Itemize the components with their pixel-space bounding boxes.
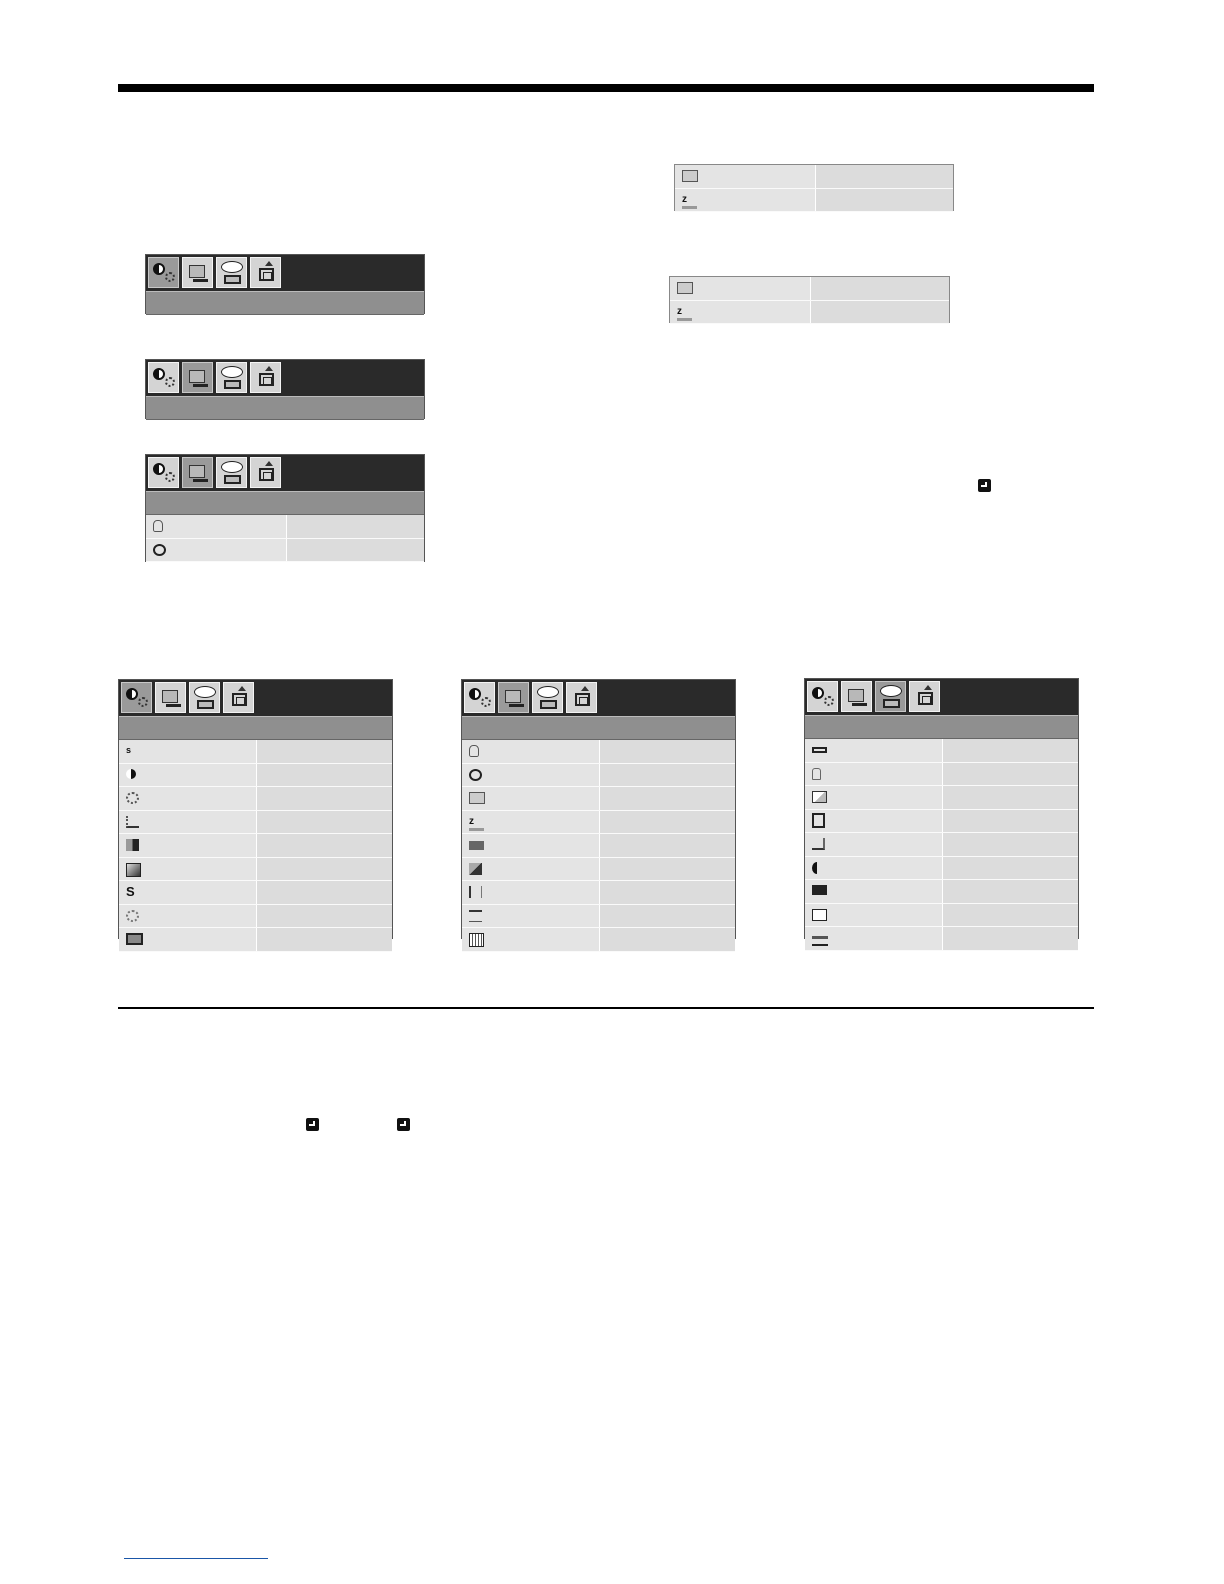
menu-row[interactable] [805, 810, 1078, 834]
inner-screen-icon [263, 377, 272, 385]
menu-row[interactable] [119, 740, 392, 764]
source-switch-icon [812, 791, 827, 803]
row-label-cell [462, 811, 600, 834]
menu-row[interactable] [119, 764, 392, 788]
s-icon: S [126, 884, 135, 899]
row-label-cell [805, 857, 943, 880]
row-label-cell [805, 810, 943, 833]
row-label-cell [462, 764, 600, 787]
setup-tab[interactable] [182, 362, 213, 393]
keystone-icon [469, 886, 482, 898]
bar-icon [193, 384, 208, 387]
overlap-icon [469, 863, 482, 875]
osd-menu-setup-detail [145, 454, 425, 562]
contrast-icon [126, 688, 138, 700]
menu-row[interactable] [146, 539, 424, 563]
menu-title-bar [146, 491, 424, 515]
section-rule [118, 1007, 1094, 1009]
osd-menu-option-adjust [804, 678, 1079, 939]
image-tab[interactable] [807, 681, 838, 712]
image-tab[interactable] [148, 457, 179, 488]
book-icon [224, 275, 241, 284]
row-label-cell [805, 904, 943, 927]
speech-bubble-icon [537, 686, 559, 698]
book-icon [540, 700, 557, 709]
sparkle-icon [138, 697, 148, 707]
setup-tab[interactable] [155, 682, 186, 713]
menu-row[interactable] [462, 764, 735, 788]
clock-a-icon [469, 769, 482, 781]
image-tab[interactable] [121, 682, 152, 713]
menu-title-bar [462, 716, 735, 740]
up-arrow-icon [265, 261, 273, 266]
bar-icon [193, 479, 208, 482]
power-setting-icon [469, 792, 485, 804]
inner-screen-icon [263, 472, 272, 480]
menu-position-icon [812, 813, 825, 828]
blank-screen-icon [469, 841, 484, 850]
menu-row[interactable] [119, 834, 392, 858]
power-setting-submenu [674, 164, 954, 211]
row-label-cell [670, 301, 811, 324]
up-arrow-icon [265, 366, 273, 371]
row-label-cell [119, 881, 257, 904]
menu-row[interactable] [805, 763, 1078, 787]
row-label-cell [805, 880, 943, 903]
menu-row[interactable] [462, 811, 735, 835]
power-setting-icon [682, 170, 698, 182]
menu-tab-bar [146, 255, 424, 291]
contrast-icon [153, 368, 165, 380]
menu-row[interactable] [462, 834, 735, 858]
row-label-cell [146, 515, 287, 538]
tint-icon [126, 863, 141, 877]
lamp-a-icon [469, 745, 479, 757]
image-tab[interactable] [464, 682, 495, 713]
osd-menu-setup-adjust [461, 679, 736, 939]
menu-row[interactable] [119, 858, 392, 882]
menu-row[interactable] [805, 904, 1078, 928]
row-label-cell [119, 740, 257, 763]
menu-title-bar [805, 715, 1078, 739]
screen-tab[interactable] [250, 457, 281, 488]
menu-row[interactable] [670, 277, 949, 301]
row-label-cell [805, 763, 943, 786]
contrast-icon [126, 769, 136, 779]
contrast-icon [153, 263, 165, 275]
menu-row[interactable] [805, 739, 1078, 763]
osd-menu-image-adjust [118, 679, 393, 939]
lock-icon [812, 768, 821, 780]
menu-tab-bar [462, 680, 735, 716]
inner-screen-icon [579, 697, 588, 705]
picture-icon [505, 690, 521, 703]
enter-icon [306, 1118, 319, 1131]
contrast-icon [812, 687, 824, 699]
setup-tab[interactable] [841, 681, 872, 712]
speech-bubble-icon [194, 686, 216, 698]
image-tab[interactable] [148, 257, 179, 288]
speech-bubble-icon [221, 366, 243, 378]
inner-screen-icon [263, 272, 272, 280]
row-label-cell [462, 928, 600, 951]
menu-title-bar [119, 716, 392, 740]
half-circle-icon [812, 862, 822, 874]
picture-icon [162, 690, 178, 703]
osd-menu-setup-tab [145, 359, 425, 419]
menu-row[interactable] [805, 786, 1078, 810]
menu-row[interactable] [119, 787, 392, 811]
row-label-cell [675, 189, 816, 212]
book-icon [883, 699, 900, 708]
bar-icon [193, 279, 208, 282]
menu-row[interactable] [119, 811, 392, 835]
screen-tab[interactable] [566, 682, 597, 713]
row-label-cell [805, 927, 943, 950]
sparkle-icon [824, 696, 834, 706]
row-label-cell [805, 833, 943, 856]
brightness-icon [126, 792, 139, 804]
sparkle-icon [165, 377, 175, 387]
menu-row[interactable] [805, 857, 1078, 881]
contrast-icon [469, 688, 481, 700]
menu-row[interactable] [119, 928, 392, 952]
row-label-cell [462, 858, 600, 881]
menu-row[interactable] [462, 928, 735, 952]
menu-row[interactable] [119, 881, 392, 905]
up-arrow-icon [924, 685, 932, 690]
row-label-cell [462, 834, 600, 857]
picture-icon [848, 689, 864, 702]
image-tab[interactable] [148, 362, 179, 393]
screen-tab[interactable] [909, 681, 940, 712]
row-label-cell [805, 786, 943, 809]
row-label-cell [670, 277, 811, 300]
contrast-icon [153, 463, 165, 475]
up-arrow-icon [581, 686, 589, 691]
top-rule [118, 84, 1094, 92]
menu-row[interactable] [462, 905, 735, 929]
inner-screen-icon [922, 696, 931, 704]
option-tab[interactable] [216, 362, 247, 393]
menu-tab-bar [146, 455, 424, 491]
row-label-cell [462, 787, 600, 810]
setup-tab[interactable] [182, 257, 213, 288]
sparkle-icon [165, 272, 175, 282]
book-icon [224, 475, 241, 484]
option-tab[interactable] [216, 457, 247, 488]
picture-icon [189, 265, 205, 278]
row-label-cell [119, 834, 257, 857]
option-tab[interactable] [189, 682, 220, 713]
screen-flip-icon [812, 885, 827, 895]
menu-row[interactable] [805, 880, 1078, 904]
option-tab[interactable] [216, 257, 247, 288]
option-tab[interactable] [532, 682, 563, 713]
row-label-cell [119, 764, 257, 787]
enter-icon [978, 479, 991, 492]
ceiling-mount-icon [469, 910, 482, 922]
row-label-cell [675, 165, 816, 188]
row-label-cell [805, 739, 943, 762]
menu-row[interactable] [119, 905, 392, 929]
page-link-underline [124, 1558, 268, 1559]
menu-row[interactable] [805, 927, 1078, 951]
setup-tab[interactable] [182, 457, 213, 488]
lamp-a-icon [153, 520, 163, 532]
sleep-z-icon: z [677, 306, 692, 321]
screen-tab[interactable] [250, 257, 281, 288]
power-setting-submenu-alt [669, 276, 950, 323]
screen-tab[interactable] [223, 682, 254, 713]
menu-title-bar [146, 291, 424, 315]
up-arrow-icon [265, 461, 273, 466]
enter-icon [397, 1118, 410, 1131]
menu-row[interactable] [805, 833, 1078, 857]
image-mode-icon [126, 933, 143, 945]
menu-row[interactable] [146, 515, 424, 539]
menu-row[interactable] [462, 740, 735, 764]
row-label-cell [146, 539, 287, 562]
menu-tab-bar [119, 680, 392, 716]
row-label-cell [119, 905, 257, 928]
speech-bubble-icon [880, 685, 902, 697]
sparkle-icon [481, 697, 491, 707]
sharpness-icon: s [126, 745, 132, 755]
inner-screen-icon [236, 697, 245, 705]
sleep-z-icon: z [682, 194, 697, 209]
row-label-cell [119, 787, 257, 810]
screen-tab[interactable] [250, 362, 281, 393]
color-temp-icon [126, 816, 139, 828]
row-label-cell [462, 881, 600, 904]
up-arrow-icon [238, 686, 246, 691]
menu-row[interactable] [462, 858, 735, 882]
menu-row[interactable] [675, 189, 953, 213]
sparkle-icon [126, 910, 139, 922]
menu-row[interactable] [462, 881, 735, 905]
position-bar-icon [812, 747, 827, 753]
power-setting-icon [677, 282, 693, 294]
option-tab[interactable] [875, 681, 906, 712]
bar-icon [852, 703, 867, 706]
menu-tab-bar [805, 679, 1078, 715]
menu-title-bar [146, 396, 424, 420]
row-label-cell [462, 905, 600, 928]
menu-row[interactable] [462, 787, 735, 811]
bar-icon [166, 704, 181, 707]
row-label-cell [119, 858, 257, 881]
picture-icon [189, 370, 205, 383]
menu-tab-bar [146, 360, 424, 396]
grid-test-icon [469, 933, 484, 947]
sparkle-icon [165, 472, 175, 482]
osd-menu-image-tab [145, 254, 425, 314]
row-label-cell [119, 928, 257, 951]
bar-icon [509, 704, 524, 707]
color-icon [126, 839, 139, 851]
menu-row[interactable] [675, 165, 953, 189]
row-label-cell [462, 740, 600, 763]
reset-icon [812, 936, 828, 946]
row-label-cell [119, 811, 257, 834]
projector-icon [812, 838, 825, 850]
speech-bubble-icon [221, 261, 243, 273]
setup-tab[interactable] [498, 682, 529, 713]
white-screen-icon [812, 909, 827, 921]
book-icon [224, 380, 241, 389]
speech-bubble-icon [221, 461, 243, 473]
picture-icon [189, 465, 205, 478]
book-icon [197, 700, 214, 709]
menu-row[interactable] [670, 301, 949, 325]
clock-a-icon [153, 544, 166, 556]
sleep-z-icon: z [469, 816, 484, 831]
